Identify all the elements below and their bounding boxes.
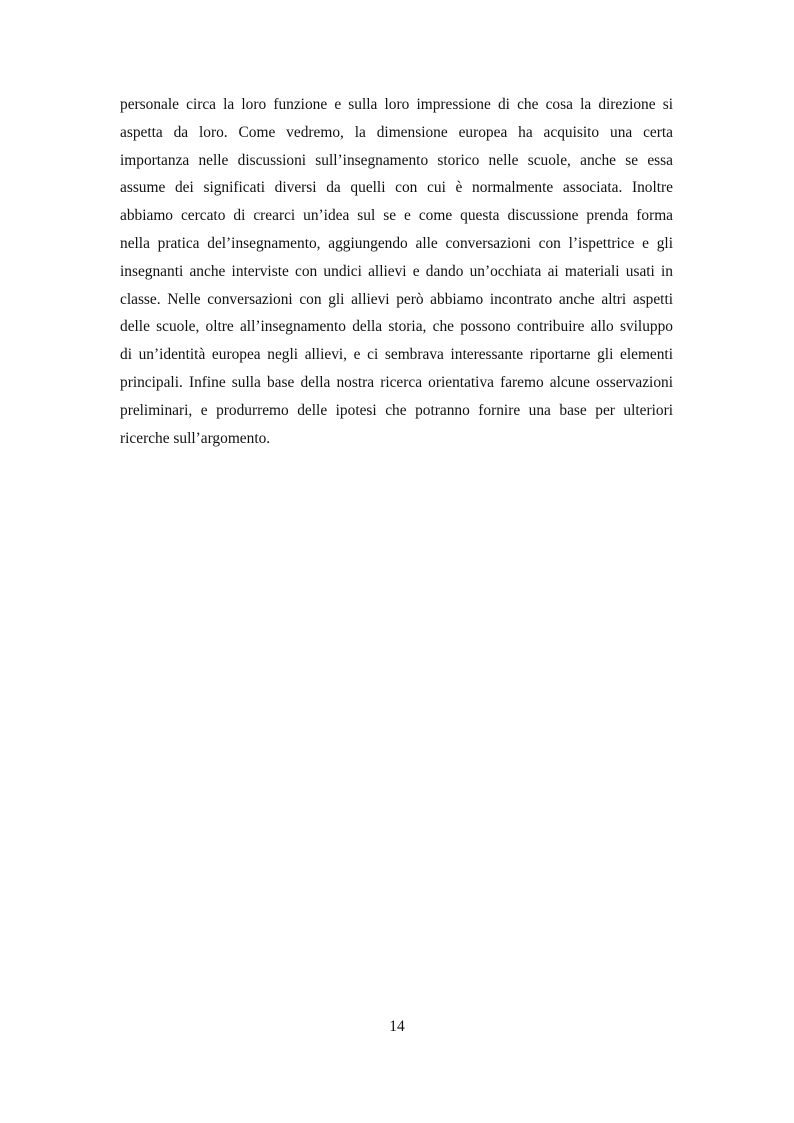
paragraph-line-12: preliminari, e produrremo delle ipotesi che potranno fornire una base per ulteriori: [120, 401, 673, 419]
paragraph-line-11: principali. Infine sulla base della nostra ricerca orientativa faremo alcune osservazioni: [120, 373, 673, 391]
paragraph-line-7: insegnanti anche interviste con undici allievi e dando un’occhiata ai materiali usati in: [120, 262, 673, 280]
paragraph-line-10: di un’identità europea negli allievi, e ci sembrava interessante riportarne gli elementi: [120, 346, 673, 364]
paragraph-line-1: personale circa la loro funzione e sulla loro impressione di che cosa la direzione si: [120, 96, 673, 113]
paragraph-line-13: ricerche sull’argomento.: [120, 429, 271, 447]
paragraph-line-4: assume dei significati diversi da quelli con cui è normalmente associata. Inoltre: [120, 179, 673, 197]
paragraph-line-3: importanza nelle discussioni sull’insegnamento storico nelle scuole, anche se essa: [120, 151, 673, 169]
paragraph-line-5: abbiamo cercato di crearci un’idea sul se e come questa discussione prenda forma: [120, 207, 673, 225]
body-paragraph: [120, 91, 673, 452]
paragraph-line-9: delle scuole, oltre all’insegnamento della storia, che possono contribuire allo sviluppo: [120, 318, 673, 336]
paragraph-line-2: aspetta da loro. Come vedremo, la dimensione europea ha acquisito una certa: [120, 123, 673, 141]
paragraph-line-6: nella pratica del’insegnamento, aggiungendo alle conversazioni con l’ispettrice e gli: [120, 234, 673, 252]
page-number: 14: [389, 1018, 405, 1035]
paragraph-line-8: classe. Nelle conversazioni con gli allievi però abbiamo incontrato anche altri aspetti: [120, 290, 673, 308]
